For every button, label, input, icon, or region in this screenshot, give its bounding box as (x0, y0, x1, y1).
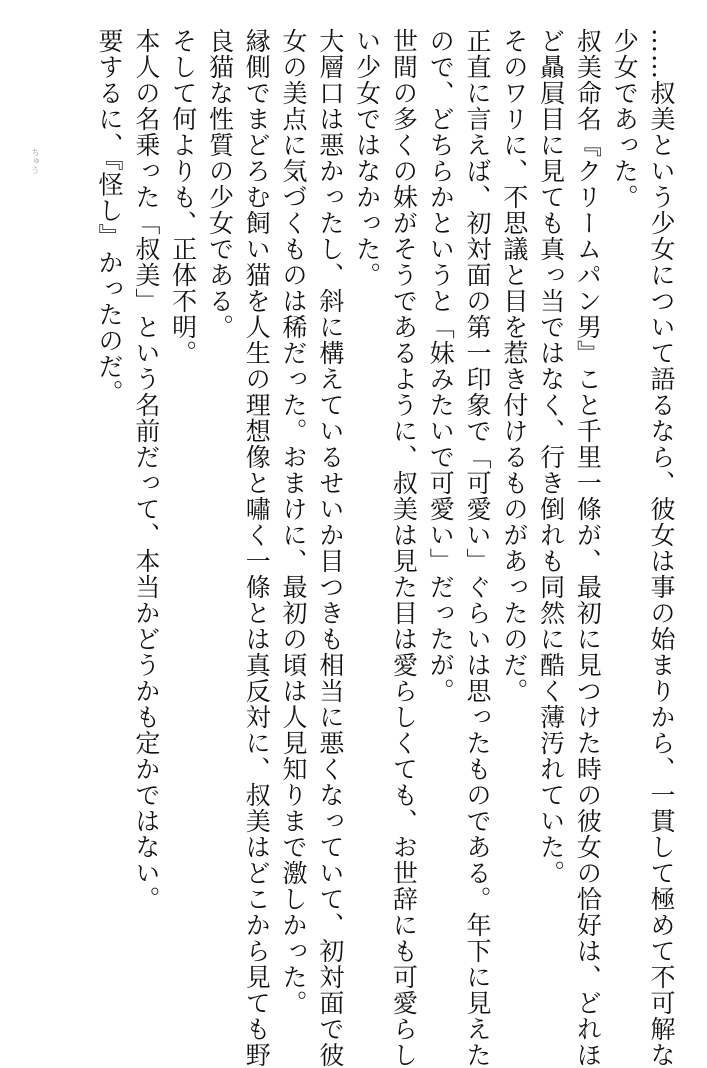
text-line-6: 正直に言えば、初対面の第一印象で「可愛い」ぐらいは思ったものである。年下に見えた (463, 28, 493, 1068)
body-text (90, 28, 679, 1068)
text-line-1: ……叔美という少女について語るなら、彼女は事の始まりから、一貫して極めて不可解な (647, 28, 676, 1068)
text-line-7: ので、どちらかというと「妹みたいで可愛い」だったが。 (426, 28, 456, 704)
text-line-16: 要するに、『怪し』かったのだ。 (95, 28, 125, 406)
text-line-9: い少女ではなかった。 (352, 28, 382, 288)
text-line-10: 大層口は悪かったし、斜に構えているせいか目つきも相当に悪くなっていて、初対面で彼 (315, 28, 345, 1068)
text-line-11: 女の美点に気づくものは稀だった。おまけに、最初の頃は人見知りまで激しかった。 (279, 28, 309, 1016)
text-line-2: 少女であった。 (610, 28, 640, 210)
text-line-15: 本人の名乗った「叔美」という名前だって、本当かどうかも定かではない。 (131, 28, 161, 912)
text-line-14: そして何よりも、正体不明。 (168, 28, 198, 366)
text-line-4: ど贔屓目に見ても真っ当ではなく、行き倒れも同然に酷く薄汚れていた。 (536, 28, 566, 886)
text-line-12: 縁側でまどろむ飼い猫を人生の理想像と嘯く一條とは真反対に、叔美はどこから見ても野 (242, 28, 272, 1068)
text-line-8: 世間の多くの妹がそうであるように、叔美は見た目は愛らしくても、お世辞にも可愛らし (389, 28, 419, 1068)
text-line-3: 叔美命名『クリームパン男』こと千里一條が、最初に見つけた時の彼女の恰好は、どれほ (573, 28, 603, 1068)
text-line-5: そのワリに、不思議と目を惹き付けるものがあったのだ。 (499, 28, 529, 704)
text-line-13: 良猫な性質の少女である。 (205, 28, 235, 340)
page-mark: ちゅう (31, 148, 40, 175)
